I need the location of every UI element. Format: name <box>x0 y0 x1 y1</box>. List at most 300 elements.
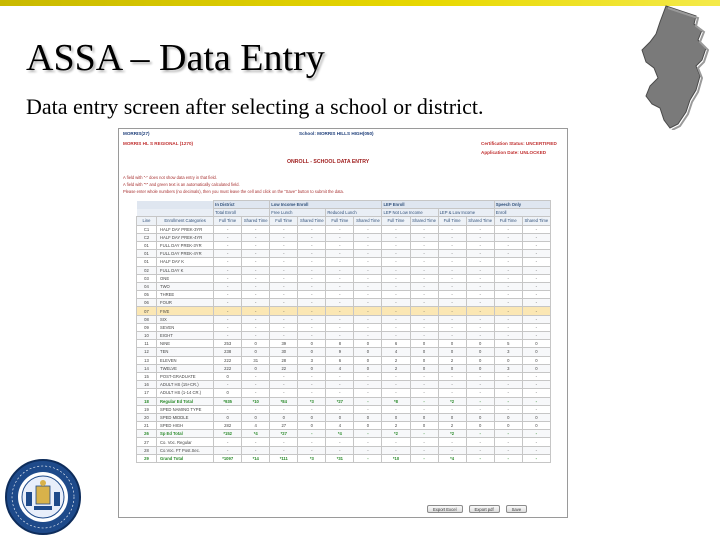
enrollment-input-cell[interactable]: 0 <box>410 422 438 430</box>
enrollment-value-cell: - <box>242 274 270 282</box>
enrollment-value-cell: *14 <box>242 454 270 462</box>
enrollment-value-cell: - <box>494 266 522 274</box>
enrollment-value-cell: *4 <box>242 430 270 438</box>
enrollment-value-cell: - <box>326 438 354 446</box>
export-pdf-button[interactable]: Export pdf <box>469 505 500 513</box>
enrollment-value-cell: *8 <box>382 397 410 405</box>
enrollment-value-cell: - <box>466 405 494 413</box>
enrollment-category: HALF DAY PREK-4YR <box>157 233 214 241</box>
enrollment-input-cell[interactable]: 0 <box>494 413 522 421</box>
enrollment-value-cell: - <box>270 332 298 340</box>
group-header-row <box>137 201 551 209</box>
enrollment-value-cell: - <box>242 438 270 446</box>
enrollment-value-cell: - <box>382 315 410 323</box>
table-row <box>137 299 551 307</box>
enrollment-input-cell[interactable]: 0 <box>354 340 382 348</box>
enrollment-value-cell: - <box>466 307 494 315</box>
enrollment-value-cell: - <box>326 381 354 389</box>
line-number: 01 <box>137 258 157 266</box>
enrollment-value-cell: - <box>494 454 522 462</box>
enrollment-value-cell: - <box>270 438 298 446</box>
enrollment-value-cell: - <box>494 397 522 405</box>
enrollment-category: FULL DAY PREK-3YR <box>157 241 214 249</box>
line-number: 10 <box>137 332 157 340</box>
enrollment-value-cell: - <box>242 299 270 307</box>
enrollment-category: TEN <box>157 348 214 356</box>
group-low-income: Low Income Enroll <box>270 201 382 209</box>
enrollment-input-cell[interactable]: 4 <box>242 422 270 430</box>
enrollment-value-cell: - <box>354 397 382 405</box>
enrollment-value-cell: - <box>494 250 522 258</box>
enrollment-input-cell[interactable]: 0 <box>466 340 494 348</box>
enrollment-value-cell: - <box>466 323 494 331</box>
sub-free-lunch: Free Lunch <box>270 209 326 217</box>
enrollment-value-cell: - <box>382 438 410 446</box>
enrollment-input-cell[interactable]: 0 <box>522 364 550 372</box>
table-row <box>137 430 551 438</box>
enrollment-value-cell: - <box>382 332 410 340</box>
enrollment-input-cell[interactable]: 0 <box>410 413 438 421</box>
enrollment-value-cell: - <box>382 405 410 413</box>
table-row <box>137 291 551 299</box>
enrollment-value-cell: - <box>214 266 242 274</box>
enrollment-value-cell: - <box>382 307 410 315</box>
column-header: Shared Time <box>410 217 438 225</box>
enrollment-value-cell: - <box>382 241 410 249</box>
enrollment-value-cell: - <box>354 381 382 389</box>
enrollment-input-cell[interactable]: 0 <box>522 348 550 356</box>
enrollment-category: ONE <box>157 274 214 282</box>
enrollment-category: FOUR <box>157 299 214 307</box>
slide-subtitle: Data entry screen after selecting a school or district. <box>26 94 484 119</box>
nj-doe-seal-icon <box>4 458 82 536</box>
enrollment-value-cell: - <box>242 225 270 233</box>
table-row <box>137 405 551 413</box>
enrollment-input-cell[interactable]: 282 <box>214 422 242 430</box>
enrollment-value-cell: - <box>298 381 326 389</box>
enrollment-input-cell[interactable]: 0 <box>522 422 550 430</box>
enrollment-value-cell: - <box>242 372 270 380</box>
enrollment-value-cell: - <box>270 266 298 274</box>
enrollment-value-cell: - <box>298 225 326 233</box>
enrollment-value-cell: - <box>214 282 242 290</box>
enrollment-value-cell: - <box>326 274 354 282</box>
enrollment-value-cell: - <box>354 258 382 266</box>
enrollment-value-cell: - <box>494 241 522 249</box>
table-row <box>137 258 551 266</box>
table-row <box>137 397 551 405</box>
enrollment-value-cell: - <box>298 430 326 438</box>
enrollment-value-cell: - <box>466 291 494 299</box>
enrollment-value-cell: *3 <box>298 454 326 462</box>
enrollment-value-cell: - <box>270 446 298 454</box>
enrollment-value-cell: - <box>466 430 494 438</box>
line-number: 26 <box>137 430 157 438</box>
enrollment-input-cell[interactable]: 0 <box>494 422 522 430</box>
enrollment-value-cell: - <box>410 307 438 315</box>
enrollment-value-cell: - <box>522 241 550 249</box>
enrollment-value-cell: - <box>214 291 242 299</box>
enrollment-value-cell: - <box>382 233 410 241</box>
enrollment-value-cell: - <box>242 405 270 413</box>
enrollment-value-cell: - <box>326 266 354 274</box>
enrollment-input-cell[interactable]: 0 <box>466 413 494 421</box>
enrollment-value-cell: - <box>214 332 242 340</box>
enrollment-category: Regular Ed Total <box>157 397 214 405</box>
enrollment-value-cell: - <box>522 397 550 405</box>
enrollment-value-cell: - <box>242 381 270 389</box>
enrollment-input-cell[interactable]: 0 <box>242 348 270 356</box>
enrollment-input-cell[interactable]: 0 <box>410 356 438 364</box>
enrollment-value-cell: - <box>522 454 550 462</box>
enrollment-value-cell: - <box>410 225 438 233</box>
group-in-district: In District <box>214 201 270 209</box>
enrollment-value-cell: - <box>494 233 522 241</box>
enrollment-value-cell: - <box>438 282 466 290</box>
sub-reduced-lunch: Reduced Lunch <box>326 209 382 217</box>
enrollment-input-cell[interactable]: 0 <box>270 413 298 421</box>
enrollment-input-cell[interactable]: 222 <box>214 356 242 364</box>
enrollment-value-cell: - <box>466 250 494 258</box>
enrollment-value-cell: - <box>466 299 494 307</box>
enrollment-value-cell: - <box>354 282 382 290</box>
enrollment-value-cell: - <box>214 233 242 241</box>
table-row <box>137 225 551 233</box>
enrollment-value-cell: - <box>214 258 242 266</box>
enrollment-value-cell: - <box>354 446 382 454</box>
enrollment-input-cell[interactable]: 0 <box>354 413 382 421</box>
enrollment-value-cell: - <box>410 323 438 331</box>
enrollment-input-cell[interactable]: 0 <box>466 348 494 356</box>
enrollment-input-cell[interactable]: 30 <box>270 348 298 356</box>
line-number: 01 <box>137 241 157 249</box>
enrollment-value-cell: - <box>438 250 466 258</box>
enrollment-value-cell: - <box>354 332 382 340</box>
enrollment-value-cell: - <box>522 381 550 389</box>
enrollment-value-cell: - <box>466 381 494 389</box>
enrollment-category: FULL DAY PREK-4YR <box>157 250 214 258</box>
enrollment-input-cell[interactable]: 0 <box>466 364 494 372</box>
enrollment-input-cell[interactable]: 0 <box>522 413 550 421</box>
enrollment-category: Co.Voc. FT Post.Sec. <box>157 446 214 454</box>
enrollment-input-cell[interactable]: 6 <box>326 356 354 364</box>
enrollment-value-cell: - <box>270 233 298 241</box>
enrollment-value-cell: - <box>298 307 326 315</box>
enrollment-input-cell[interactable]: 0 <box>466 422 494 430</box>
application-date: Application Date: UNLOCKED <box>481 150 547 155</box>
enrollment-value-cell: - <box>494 258 522 266</box>
enrollment-value-cell: - <box>214 241 242 249</box>
enrollment-value-cell: - <box>522 307 550 315</box>
enrollment-value-cell: - <box>522 430 550 438</box>
column-header-row <box>137 217 551 225</box>
enrollment-value-cell: - <box>242 446 270 454</box>
enrollment-input-cell[interactable]: 0 <box>410 340 438 348</box>
enrollment-value-cell: - <box>494 274 522 282</box>
enrollment-value-cell: - <box>214 307 242 315</box>
enrollment-value-cell: - <box>438 332 466 340</box>
enrollment-value-cell: - <box>410 282 438 290</box>
table-row <box>137 422 551 430</box>
enrollment-value-cell: - <box>522 250 550 258</box>
enrollment-value-cell: - <box>522 372 550 380</box>
enrollment-input-cell[interactable]: 0 <box>410 364 438 372</box>
instruction-note: Please enter whole numbers (no decimals), then you must leave the cell and click on the "Save" button to submit the data. <box>123 189 344 195</box>
table-row <box>137 241 551 249</box>
enrollment-value-cell: - <box>242 250 270 258</box>
enrollment-input-cell[interactable]: 0 <box>242 364 270 372</box>
enrollment-value-cell: - <box>522 446 550 454</box>
enrollment-value-cell: - <box>438 405 466 413</box>
enrollment-value-cell: - <box>326 258 354 266</box>
enrollment-value-cell: - <box>298 389 326 397</box>
enrollment-value-cell: - <box>242 389 270 397</box>
enrollment-value-cell: - <box>466 372 494 380</box>
enrollment-value-cell: *84 <box>270 397 298 405</box>
enrollment-input-cell[interactable]: 0 <box>382 413 410 421</box>
enrollment-value-cell: - <box>494 430 522 438</box>
enrollment-value-cell: - <box>410 258 438 266</box>
enrollment-value-cell: - <box>466 454 494 462</box>
district-label: MORRIS HL S REGIONAL (1270) <box>123 141 194 146</box>
enrollment-value-cell: - <box>438 315 466 323</box>
enrollment-input-cell[interactable]: 0 <box>522 340 550 348</box>
enrollment-input-cell[interactable]: 0 <box>438 364 466 372</box>
enrollment-value-cell: - <box>382 323 410 331</box>
column-header: Full Time <box>270 217 298 225</box>
enrollment-input-cell[interactable]: 0 <box>438 413 466 421</box>
enrollment-input-cell[interactable]: 0 <box>466 356 494 364</box>
enrollment-value-cell: - <box>326 250 354 258</box>
enrollment-category: THREE <box>157 291 214 299</box>
enrollment-value-cell: - <box>242 258 270 266</box>
enrollment-input-cell[interactable]: 28 <box>270 356 298 364</box>
enrollment-value-cell: - <box>298 250 326 258</box>
enrollment-input-cell[interactable]: 253 <box>214 340 242 348</box>
enrollment-value-cell: - <box>438 258 466 266</box>
enrollment-input-cell[interactable]: 3 <box>298 356 326 364</box>
enrollment-value-cell: - <box>466 233 494 241</box>
line-number: 14 <box>137 364 157 372</box>
enrollment-input-cell[interactable]: 0 <box>494 356 522 364</box>
enrollment-input-cell[interactable]: 6 <box>382 340 410 348</box>
group-lep: LEP Enroll <box>382 201 494 209</box>
instructions <box>123 174 567 196</box>
enrollment-value-cell: - <box>326 332 354 340</box>
line-number: C1 <box>137 225 157 233</box>
enrollment-input-cell[interactable]: 2 <box>382 364 410 372</box>
enrollment-input-cell[interactable]: 4 <box>382 348 410 356</box>
enrollment-value-cell: - <box>298 258 326 266</box>
enrollment-category: SEVEN <box>157 323 214 331</box>
column-header: Line <box>137 217 157 225</box>
enrollment-value-cell: - <box>438 438 466 446</box>
enrollment-value-cell: - <box>410 241 438 249</box>
enrollment-category: ELEVEN <box>157 356 214 364</box>
enrollment-value-cell: *1097 <box>214 454 242 462</box>
enrollment-value-cell: *3 <box>298 397 326 405</box>
enrollment-value-cell: - <box>494 446 522 454</box>
enrollment-value-cell: - <box>298 299 326 307</box>
save-button[interactable]: Save <box>506 505 528 513</box>
enrollment-value-cell: - <box>270 405 298 413</box>
enrollment-value-cell: - <box>438 225 466 233</box>
enrollment-value-cell: - <box>466 241 494 249</box>
column-header: Full Time <box>382 217 410 225</box>
export-excel-button[interactable]: Export Excel <box>427 505 463 513</box>
enrollment-value-cell: - <box>466 397 494 405</box>
enrollment-input-cell[interactable]: 0 <box>354 364 382 372</box>
enrollment-input-cell[interactable]: 5 <box>494 340 522 348</box>
enrollment-input-cell[interactable]: 0 <box>354 356 382 364</box>
enrollment-value-cell: - <box>382 381 410 389</box>
enrollment-input-cell[interactable]: 31 <box>242 356 270 364</box>
enrollment-category: POST-GRADUATE <box>157 372 214 380</box>
enrollment-value-cell: - <box>326 291 354 299</box>
enrollment-input-cell[interactable]: 0 <box>214 389 242 397</box>
enrollment-value-cell: - <box>298 372 326 380</box>
enrollment-value-cell: - <box>354 454 382 462</box>
enrollment-value-cell: - <box>382 389 410 397</box>
enrollment-input-cell[interactable]: 27 <box>270 422 298 430</box>
line-number: C2 <box>137 233 157 241</box>
enrollment-value-cell: - <box>410 389 438 397</box>
enrollment-value-cell: - <box>438 446 466 454</box>
enrollment-input-cell[interactable]: 2 <box>382 422 410 430</box>
enrollment-input-cell[interactable]: 0 <box>522 356 550 364</box>
enrollment-input-cell[interactable]: 2 <box>438 356 466 364</box>
enrollment-category: HALF DAY K <box>157 258 214 266</box>
line-number: 06 <box>137 299 157 307</box>
enrollment-input-cell[interactable]: 2 <box>382 356 410 364</box>
enrollment-input-cell[interactable]: 2 <box>438 422 466 430</box>
table-row <box>137 307 551 315</box>
enrollment-value-cell: - <box>326 307 354 315</box>
enrollment-value-cell: - <box>298 438 326 446</box>
enrollment-input-cell[interactable]: 22 <box>270 364 298 372</box>
county-label: MORRIS(27) <box>123 131 150 136</box>
enrollment-value-cell: - <box>270 372 298 380</box>
enrollment-input-cell[interactable]: 0 <box>410 348 438 356</box>
enrollment-input-cell[interactable]: 0 <box>298 422 326 430</box>
enrollment-input-cell[interactable]: 0 <box>298 348 326 356</box>
enrollment-value-cell: - <box>494 225 522 233</box>
enrollment-value-cell: - <box>410 438 438 446</box>
enrollment-input-cell[interactable]: 0 <box>326 413 354 421</box>
enrollment-value-cell: - <box>270 250 298 258</box>
enrollment-category: ADULT HS (15+CR.) <box>157 381 214 389</box>
enrollment-value-cell: - <box>522 332 550 340</box>
enrollment-value-cell: - <box>438 372 466 380</box>
enrollment-input-cell[interactable]: 0 <box>438 340 466 348</box>
accent-bar <box>0 0 720 6</box>
enrollment-input-cell[interactable]: 0 <box>298 413 326 421</box>
enrollment-input-cell[interactable]: 0 <box>242 340 270 348</box>
enrollment-category: Grand Total <box>157 454 214 462</box>
enrollment-input-cell[interactable]: 0 <box>354 422 382 430</box>
table-row <box>137 381 551 389</box>
enrollment-input-cell[interactable]: 8 <box>326 340 354 348</box>
enrollment-input-cell[interactable]: 0 <box>354 348 382 356</box>
enrollment-value-cell: - <box>326 389 354 397</box>
enrollment-input-cell[interactable]: 3 <box>494 364 522 372</box>
enrollment-input-cell[interactable]: 4 <box>326 364 354 372</box>
enrollment-value-cell: - <box>410 381 438 389</box>
enrollment-input-cell[interactable]: 0 <box>298 364 326 372</box>
enrollment-value-cell: - <box>522 282 550 290</box>
enrollment-input-cell[interactable]: 0 <box>438 348 466 356</box>
enrollment-value-cell: - <box>242 266 270 274</box>
enrollment-input-cell[interactable]: 4 <box>326 422 354 430</box>
enrollment-input-cell[interactable]: 3 <box>494 348 522 356</box>
line-number: 04 <box>137 282 157 290</box>
enrollment-value-cell: - <box>438 291 466 299</box>
line-number: 12 <box>137 348 157 356</box>
enrollment-value-cell: - <box>214 323 242 331</box>
enrollment-value-cell: - <box>522 323 550 331</box>
enrollment-input-cell[interactable]: 0 <box>214 372 242 380</box>
enrollment-category: Sp Ed Total <box>157 430 214 438</box>
enrollment-input-cell[interactable]: 39 <box>270 340 298 348</box>
enrollment-value-cell: - <box>494 405 522 413</box>
enrollment-input-cell[interactable]: 0 <box>298 340 326 348</box>
school-label: School: MORRIS HILLS HIGH(050) <box>299 131 374 136</box>
enrollment-value-cell: - <box>354 274 382 282</box>
enrollment-input-cell[interactable]: 222 <box>214 364 242 372</box>
enrollment-value-cell: - <box>270 241 298 249</box>
enrollment-value-cell: - <box>214 438 242 446</box>
enrollment-input-cell[interactable]: 238 <box>214 348 242 356</box>
enrollment-value-cell: - <box>214 315 242 323</box>
table-row <box>137 274 551 282</box>
enrollment-input-cell[interactable]: 0 <box>242 413 270 421</box>
enrollment-input-cell[interactable]: 9 <box>326 348 354 356</box>
enrollment-value-cell: - <box>438 299 466 307</box>
enrollment-category: Co. Voc. Regular <box>157 438 214 446</box>
enrollment-value-cell: - <box>466 282 494 290</box>
enrollment-value-cell: - <box>298 323 326 331</box>
line-number: 08 <box>137 315 157 323</box>
sub-total-enroll: Total Enroll <box>214 209 270 217</box>
enrollment-value-cell: - <box>494 372 522 380</box>
enrollment-value-cell: - <box>354 233 382 241</box>
enrollment-value-cell: *111 <box>270 454 298 462</box>
enrollment-value-cell: - <box>298 446 326 454</box>
enrollment-value-cell: - <box>242 315 270 323</box>
new-jersey-map-icon <box>636 4 712 130</box>
enrollment-input-cell[interactable]: 0 <box>214 413 242 421</box>
enrollment-value-cell: - <box>270 307 298 315</box>
enrollment-value-cell: - <box>326 299 354 307</box>
enrollment-value-cell: - <box>410 446 438 454</box>
table-row <box>137 348 551 356</box>
enrollment-value-cell: - <box>438 266 466 274</box>
enrollment-value-cell: - <box>438 241 466 249</box>
enrollment-value-cell: - <box>270 389 298 397</box>
line-number: 18 <box>137 397 157 405</box>
enrollment-value-cell: - <box>494 282 522 290</box>
enrollment-value-cell: - <box>242 233 270 241</box>
table-row <box>137 266 551 274</box>
table-row <box>137 233 551 241</box>
enrollment-value-cell: - <box>382 299 410 307</box>
enrollment-value-cell: - <box>410 233 438 241</box>
form-title: ONROLL - SCHOOL DATA ENTRY <box>287 159 370 165</box>
enrollment-value-cell: - <box>270 315 298 323</box>
enrollment-value-cell: - <box>494 389 522 397</box>
sub-header-row <box>137 209 551 217</box>
action-buttons <box>427 505 527 513</box>
